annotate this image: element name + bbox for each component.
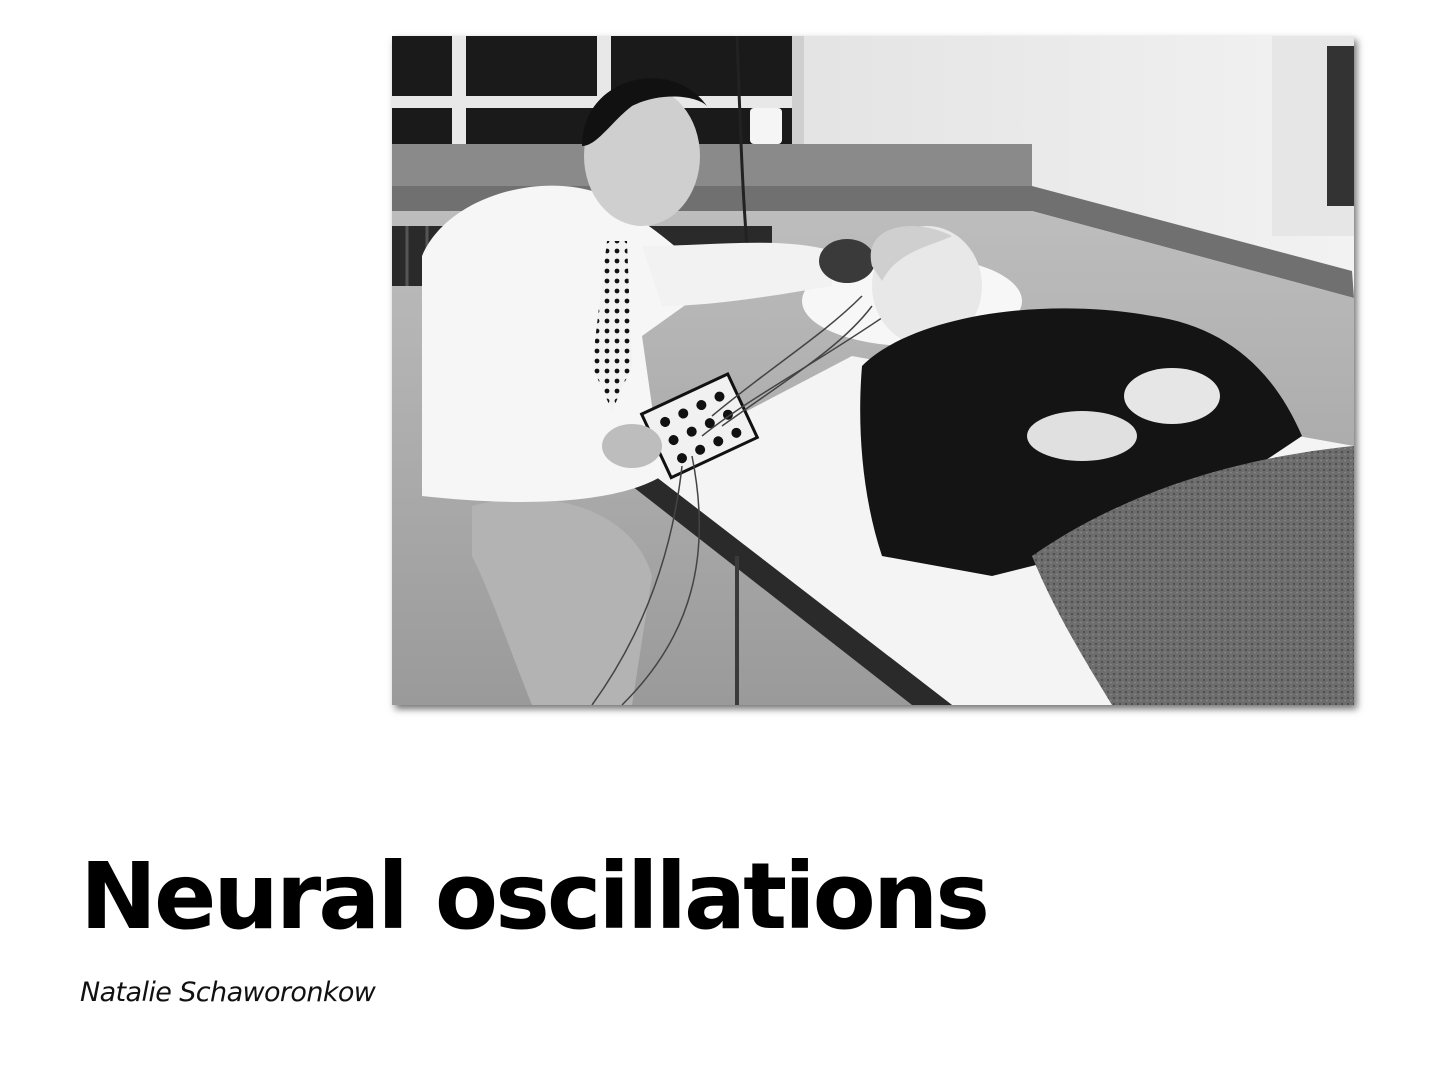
slide-author: Natalie Schaworonkow (80, 977, 376, 1008)
slide-title: Neural oscillations (80, 843, 988, 950)
eeg-recording-photo (392, 36, 1354, 705)
eeg-photo-illustration (392, 36, 1354, 705)
